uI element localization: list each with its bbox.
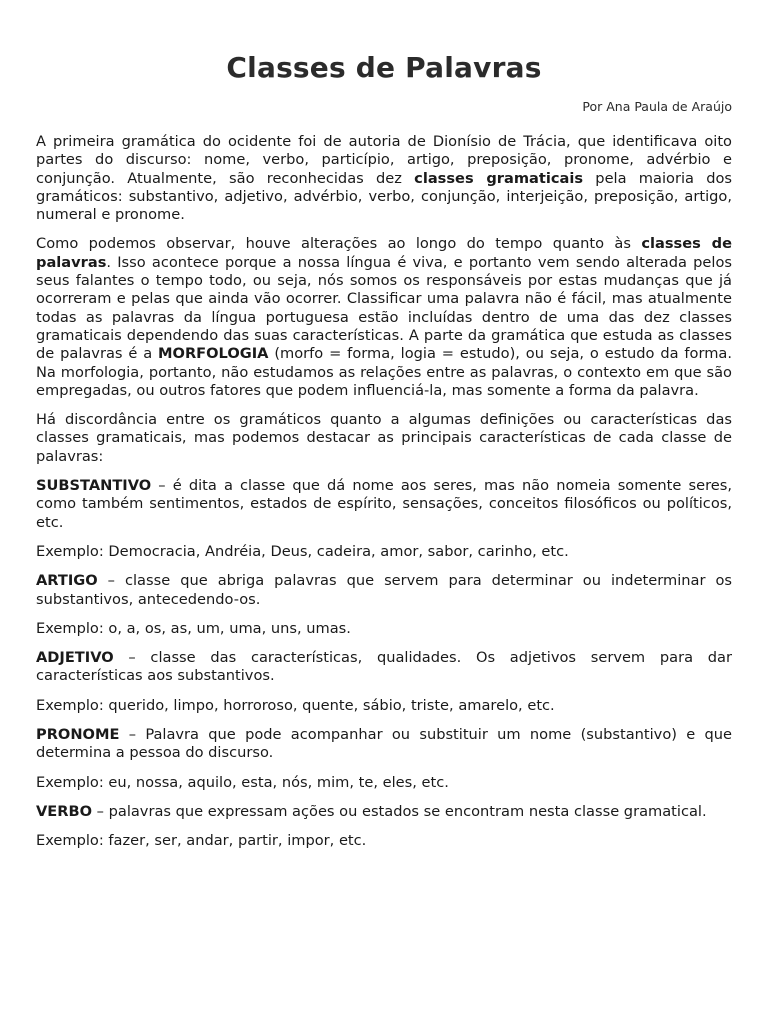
byline: Por Ana Paula de Araújo (582, 99, 732, 114)
definition-verbo: – palavras que expressam ações ou estados se encontram nesta classe gramatical. (92, 802, 707, 820)
example-substantivo: Exemplo: Democracia, Andréia, Deus, cadeira, amor, sabor, carinho, etc. (36, 542, 569, 560)
paragraph-morfologia-emphasis-2: MORFOLOGIA (158, 345, 269, 363)
example-adjetivo: Exemplo: querido, limpo, horroroso, quente, sábio, triste, amarelo, etc. (36, 696, 555, 714)
definition-artigo: – classe que abriga palavras que servem para determinar ou indeterminar os substantivos, antecedendo-os. (36, 572, 732, 608)
definition-adjetivo: – classe das características, qualidades. Os adjetivos servem para dar características aos substantivos. (36, 649, 732, 685)
example-verbo: Exemplo: fazer, ser, andar, partir, impor, etc. (36, 832, 367, 850)
entry-adjetivo (36, 649, 732, 686)
term-substantivo: SUBSTANTIVO (36, 477, 152, 495)
example-pronome: Exemplo: eu, nossa, aquilo, esta, nós, mim, te, eles, etc. (36, 773, 449, 791)
paragraph-intro-emphasis-1: classes gramaticais (414, 169, 584, 187)
paragraph-morfologia-text-3: (morfo = forma, logia = estudo), ou seja, o estudo da forma. Na morfologia, portanto, não estudamos as relações entre as palavras, o contexto em que são empregadas, ou outros fatores que podem influenciá-la, mas somente a forma da palavra. (36, 345, 733, 399)
paragraph-morfologia (36, 235, 732, 400)
paragraph-morfologia-emphasis-1: classes de palavras (36, 235, 733, 271)
page-title: Classes de Palavras (226, 51, 542, 84)
term-artigo: ARTIGO (36, 572, 98, 590)
example-artigo: Exemplo: o, a, os, as, um, uma, uns, umas. (36, 619, 351, 637)
definition-substantivo: – é dita a classe que dá nome aos seres, mas não nomeia somente seres, como também sentimentos, estados de espírito, sensações, conceitos filosóficos ou políticos, etc. (36, 477, 732, 531)
paragraph-discordancia: Há discordância entre os gramáticos quanto a algumas definições ou características das classes gramaticais, mas podemos destacar as principais características de cada classe de palavras: (36, 411, 732, 465)
paragraph-intro-text-1: A primeira gramática do ocidente foi de autoria de Dionísio de Trácia, que identificava oito partes do discurso: nome, verbo, particípio, artigo, preposição, pronome, advérbio e conjunção. Atualmente, são reconhecidas dez (36, 133, 732, 187)
entry-substantivo (36, 477, 732, 532)
paragraph-morfologia-text-2: . Isso acontece porque a nossa língua é viva, e portanto vem sendo alterada pelos seus falantes o tempo todo, ou seja, nós somos os responsáveis por estas mudanças que já ocorreram e pelas que ainda vão ocorrer. Classificar uma palavra não é fácil, mas atualmente todas as palavras da língua portuguesa estão incluídas dentro de uma das dez classes gramaticais dependendo das suas características. A parte da gramática que estuda as classes de palavras é a (36, 253, 732, 363)
term-verbo: VERBO (36, 802, 93, 820)
term-pronome: PRONOME (36, 726, 120, 744)
paragraph-intro (36, 133, 732, 224)
entry-pronome (36, 726, 732, 763)
entry-artigo (36, 572, 732, 609)
paragraph-intro-text-2: pela maioria dos gramáticos: substantivo, adjetivo, advérbio, verbo, conjunção, interjeição, preposição, artigo, numeral e pronome. (36, 169, 732, 224)
term-adjetivo: ADJETIVO (36, 649, 114, 667)
paragraph-morfologia-text-1: Como podemos observar, houve alterações ao longo do tempo quanto às (36, 235, 642, 253)
entry-verbo (36, 803, 732, 821)
definition-pronome: – Palavra que pode acompanhar ou substituir um nome (substantivo) e que determina a pessoa do discurso. (36, 726, 732, 762)
document-body (0, 133, 768, 851)
